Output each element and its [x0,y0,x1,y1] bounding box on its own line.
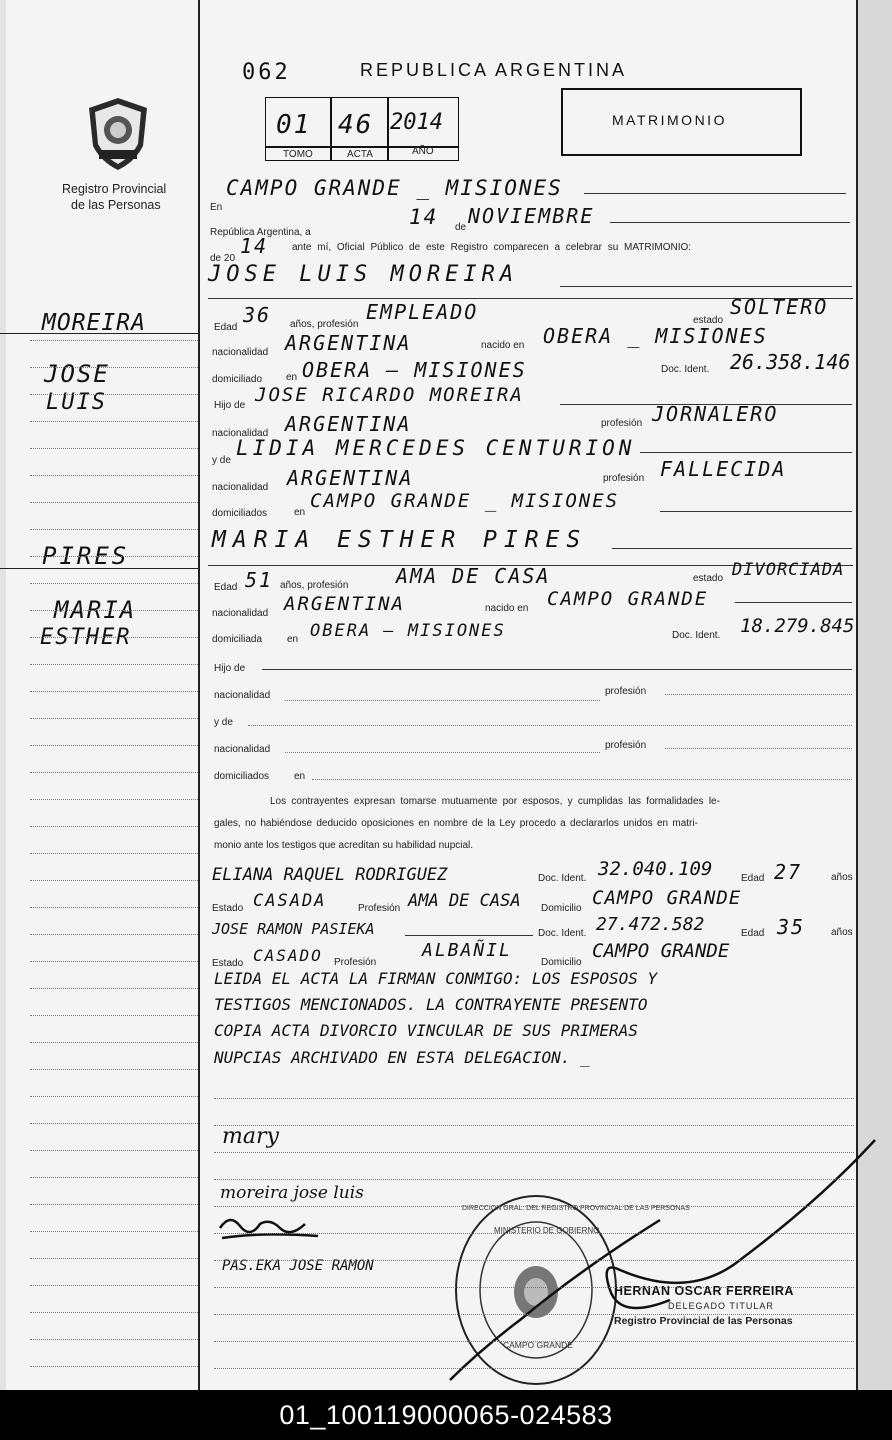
declaration-line1: Los contrayentes expresan tomarse mutuamente por esposos, y cumplidas las formalidades le- [270,796,720,807]
line [660,511,852,512]
groom-anos-prof-label: años, profesión [290,319,359,330]
margin-rule [30,1231,198,1232]
line [405,935,533,936]
witness2-doc-label: Doc. Ident. [538,928,587,939]
ruled-line [214,1125,854,1126]
country-title: REPUBLICA ARGENTINA [360,60,628,80]
margin-rule [30,1150,198,1151]
parents-domicile: CAMPO GRANDE _ MISIONES [310,490,620,512]
groom-birthplace: OBERA _ MISIONES [543,324,768,348]
groom-en-label: en [286,372,298,383]
margin-rule [30,745,198,746]
margin-rule [30,907,198,908]
margin-rule [30,1339,198,1340]
groom-profession: EMPLEADO [366,300,479,324]
margin-rule [30,556,198,557]
margin-rule [30,1258,198,1259]
line [285,752,600,753]
margin-rule [30,340,198,341]
ruled-line [214,1233,854,1234]
margin-rule [30,934,198,935]
bride-mother-nacionalidad-label: nacionalidad [214,744,271,755]
witness1-status: CASADA [253,891,327,911]
witness2-anos-label: años [831,927,853,938]
officer-title: DELEGADO TITULAR [668,1301,774,1311]
margin-bride-first1: MARIA [54,596,137,624]
bride-nacionalidad-label: nacionalidad [212,608,269,619]
witness1-domicile: CAMPO GRANDE [592,887,742,909]
margin-separator [0,333,200,334]
witness2-edad-label: Edad [741,928,765,939]
note-line1: LEIDA EL ACTA LA FIRMAN CONMIGO: LOS ESPOSOS Y [214,969,658,988]
mother-profession: FALLECIDA [660,457,787,481]
margin-rule [30,448,198,449]
margin-rule [30,421,198,422]
ruled-line [214,1206,854,1207]
groom-nacionalidad-label: nacionalidad [212,347,269,358]
margin-rule [30,772,198,773]
officer-name: HERNAN OSCAR FERREIRA [614,1284,794,1298]
folio-number: 062 [242,60,291,85]
margin-rule [30,1366,198,1367]
margin-rule [30,826,198,827]
groom-domicile: OBERA — MISIONES [302,358,527,382]
bride-nacido-label: nacido en [485,603,529,614]
signature-witness2: PAS.EKA JOSE RAMON [222,1258,374,1274]
bride-full-name: MARIA ESTHER PIRES [212,527,588,553]
seal-inner-text: MINISTERIO DE GOBIERNO [494,1226,600,1235]
bride-nationality: ARGENTINA [284,593,405,615]
seal-center-text: CAMPO GRANDE [503,1340,573,1350]
margin-rule [30,799,198,800]
witness1-doc-label: Doc. Ident. [538,873,587,884]
father-profession: JORNALERO [652,402,779,426]
footer-code: 01_100119000065-024583 [0,1390,892,1440]
ruled-line [214,1341,854,1342]
box-divider [387,97,389,161]
margin-bride-surname: PIRES [42,542,130,570]
ruled-line [214,1152,854,1153]
bride-parents-en-label: en [294,771,306,782]
note-line3: COPIA ACTA DIVORCIO VINCULAR DE SUS PRIMERAS [214,1021,638,1040]
groom-doc: 26.358.146 [730,350,851,374]
line [640,452,852,453]
place-value: CAMPO GRANDE _ MISIONES [226,176,563,200]
seal-outer-text: DIRECCION GRAL. DEL REGISTRO PROVINCIAL DE LAS PERSONAS [462,1205,690,1212]
line [735,602,852,603]
mother-profesion-label: profesión [603,473,645,484]
margin-rule [30,691,198,692]
margin-rule [30,583,198,584]
margin-rule [30,961,198,962]
bride-doc: 18.279.845 [740,615,855,637]
day-value: 14 [409,205,439,229]
anio-value: 2014 [390,110,443,135]
margin-rule [30,1285,198,1286]
left-edge [0,0,6,1390]
margin-bride-first2: ESTHER [40,625,132,650]
margin-rule [30,664,198,665]
father-nacionalidad-label: nacionalidad [212,428,269,439]
declaration-line2: gales, no habiéndose deducido oposiciones en nombre de la Ley procedo a declararlos unidos en matri- [214,818,698,829]
mother-y-de-label: y de [212,455,231,466]
note-line4: NUPCIAS ARCHIVADO EN ESTA DELEGACION. _ [214,1048,590,1067]
line [312,779,852,780]
ruled-line [214,1098,854,1099]
groom-civil-status: SOLTERO [730,295,829,319]
witness2-estado-label: Estado [212,958,244,969]
witness1-domicilio-label: Domicilio [541,903,582,914]
margin-groom-surname: MOREIRA [42,310,146,336]
witness1-name: ELIANA RAQUEL RODRIGUEZ [212,865,448,885]
groom-estado-label: estado [693,315,724,326]
parents-en-label: en [294,507,306,518]
bride-father-nacionalidad-label: nacionalidad [214,690,271,701]
witness1-estado-label: Estado [212,903,244,914]
republica-label: República Argentina, a [210,227,311,238]
witness2-name: JOSE RAMON PASIEKA [212,920,375,938]
signature-bride: mary [222,1124,279,1149]
box-divider [330,97,332,161]
father-profesion-label: profesión [601,418,643,429]
bride-age: 51 [245,568,274,592]
mother-name: LIDIA MERCEDES CENTURION [236,436,636,460]
witness2-age: 35 [777,915,806,939]
margin-rule [30,502,198,503]
declaration-line3: monio ante los testigos que acreditan su habilidad nupcial. [214,840,474,851]
line [285,700,600,701]
witness1-profession: AMA DE CASA [408,891,521,911]
bride-birthplace: CAMPO GRANDE [547,588,709,610]
ruled-line [214,1368,854,1369]
groom-domiciliado-label: domiciliado [212,374,263,385]
line [610,222,850,223]
margin-rule [30,1042,198,1043]
father-name: JOSE RICARDO MOREIRA [255,384,524,406]
margin-rule [30,853,198,854]
registry-name-line2: de las Personas [71,198,161,212]
year-label: de 20 [210,253,236,264]
witness2-profession: ALBAÑIL [422,940,512,961]
bride-anos-prof-label: años, profesión [280,580,349,591]
registry-name-line1: Registro Provincial [62,182,167,196]
margin-rule [30,1015,198,1016]
margin-rule [30,637,198,638]
witness2-doc: 27.472.582 [596,914,705,935]
bride-estado-label: estado [693,573,724,584]
parents-domiciliados-label: domiciliados [212,508,268,519]
signature-groom: moreira jose luis [220,1183,364,1203]
witness1-edad-label: Edad [741,873,765,884]
groom-full-name: JOSE LUIS MOREIRA [208,262,519,287]
note-line2: TESTIGOS MENCIONADOS. LA CONTRAYENTE PRESENTO [214,995,648,1014]
bride-domiciliada-label: domiciliada [212,634,263,645]
year-suffix: 14 [240,234,269,258]
margin-rule [30,1096,198,1097]
line [584,193,846,194]
anio-label: AÑO [412,146,434,157]
line [560,286,852,287]
margin-rule [30,988,198,989]
margin-rule [30,1123,198,1124]
margin-groom-first2: LUIS [46,390,107,415]
act-type: MATRIMONIO [612,112,727,128]
margin-rule [30,394,198,395]
signature-witness1-scribble [210,1208,330,1248]
bride-profession: AMA DE CASA [396,564,551,588]
margin-groom-first1: JOSE [44,360,110,388]
margin-rule [30,880,198,881]
groom-hijo-label: Hijo de [214,400,246,411]
bride-mother-profesion-label: profesión [605,740,647,751]
ruled-line [214,1179,854,1180]
line [262,669,852,670]
groom-age: 36 [243,303,272,327]
margin-rule [30,1177,198,1178]
bride-mother-y-de-label: y de [214,717,233,728]
witness1-age: 27 [774,860,803,884]
witness2-domicilio-label: Domicilio [541,957,582,968]
ruled-line [214,1287,854,1288]
margin-separator [0,568,200,569]
tomo-label: TOMO [283,149,313,160]
witness1-doc: 32.040.109 [598,858,713,880]
officer-office: Registro Provincial de las Personas [614,1315,793,1327]
witness1-anos-label: años [831,872,853,883]
margin-divider [198,0,200,1390]
mother-nationality: ARGENTINA [287,466,414,490]
margin-rule [30,475,198,476]
father-nationality: ARGENTINA [285,412,412,436]
witness2-status: CASADO [253,946,323,965]
bride-doc-label: Doc. Ident. [672,630,721,641]
groom-nacido-label: nacido en [481,340,525,351]
acta-label: ACTA [347,149,373,160]
groom-doc-label: Doc. Ident. [661,364,710,375]
line [248,725,852,726]
margin-rule [30,610,198,611]
de-label: de [455,222,467,233]
line [665,694,852,695]
en-label: En [210,202,223,213]
bride-edad-label: Edad [214,582,238,593]
month-value: NOVIEMBRE [468,204,595,228]
line [665,748,852,749]
bride-domicile: OBERA — MISIONES [310,621,506,641]
provincial-shield-logo [85,96,151,172]
bride-father-profesion-label: profesión [605,686,647,697]
bride-en-label: en [287,634,299,645]
mother-nacionalidad-label: nacionalidad [212,482,269,493]
margin-rule [30,367,198,368]
intro-text: ante mí, Oficial Público de este Registro comparecen a celebrar su MATRIMONIO: [292,242,692,253]
bride-parents-domiciliados-label: domiciliados [214,771,270,782]
groom-nationality: ARGENTINA [285,331,412,355]
margin-rule [30,1312,198,1313]
bride-hijo-label: Hijo de [214,663,246,674]
tomo-value: 01 [276,110,312,140]
bride-civil-status: DIVORCIADA [732,560,845,580]
witness1-profesion-label: Profesión [358,903,401,914]
groom-edad-label: Edad [214,322,238,333]
acta-value: 46 [338,110,374,140]
ruled-line [214,1260,854,1261]
line [612,548,852,549]
margin-rule [30,1069,198,1070]
margin-rule [30,1204,198,1205]
margin-rule [30,718,198,719]
margin-rule [30,529,198,530]
witness2-domicile: CAMPO GRANDE [592,940,730,962]
witness2-profesion-label: Profesión [334,957,377,968]
ruled-line [214,1314,854,1315]
